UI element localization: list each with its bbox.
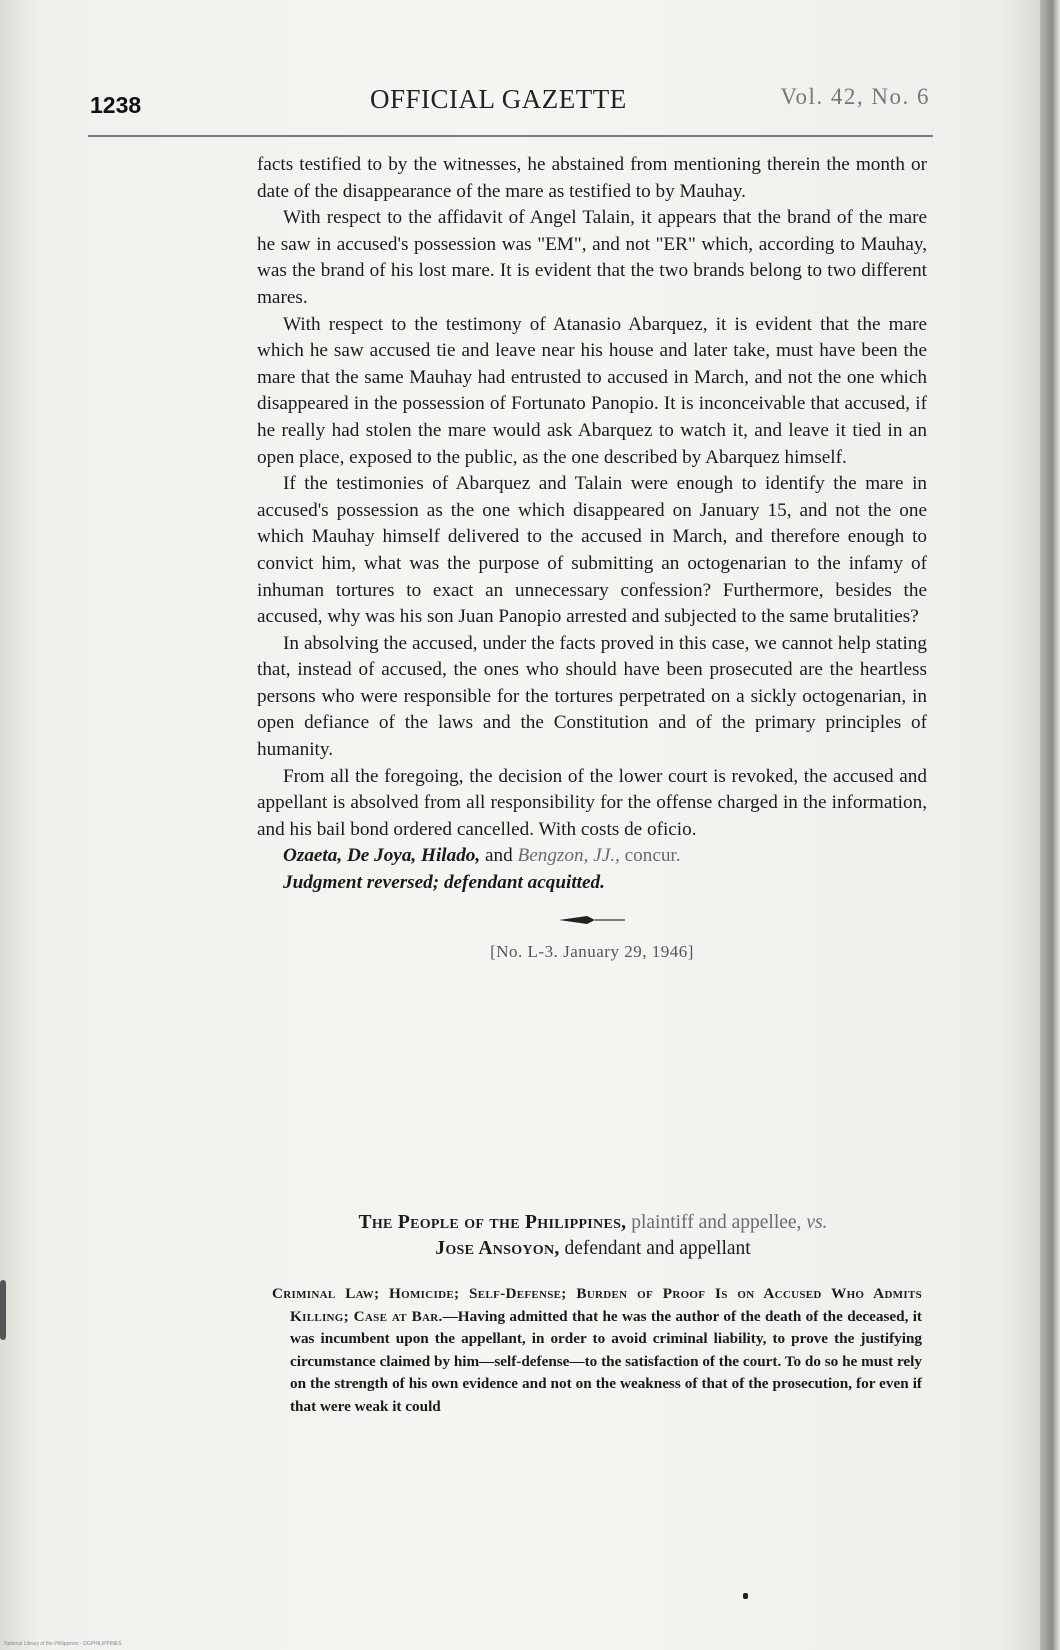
header-rule [88,135,933,137]
concurring-justices [257,843,927,870]
paragraph-disposition: From all the foregoing, the decision of the lower court is revoked, the accused and appellant is absolved from all responsibility for the offense charged in the information, and his bail bond ordered cancelled. With costs de oficio. [257,765,927,840]
opinion-body [257,152,927,979]
volume-number: Vol. 42, No. 6 [780,84,930,109]
judgment-text: Judgment reversed; defendant acquitted. [283,872,605,894]
paragraph-continuation: facts testified to by the witnesses, he abstained from mentioning therein the month or date of the disappearance of the mare as testified to by Mauhay. [257,154,927,202]
syllabus [272,1283,922,1419]
case-number: [No. L-3. January 29, 1946] [490,941,694,961]
print-speck [743,1593,748,1599]
concurring-last-name: Bengzon, JJ., [517,845,620,867]
paragraph-talain-affidavit: With respect to the affidavit of Angel Talain, it appears that the brand of the mare he saw in accused's possession was "EM", and not "ER" which, according to Mauhay, was the brand of his lost mare. It is evident that the two brands belong to two different mares. [257,207,927,308]
paragraph-identification: If the testimonies of Abarquez and Talain were enough to identify the mare in accused's possession as the one which disappeared on January 15, and not the one which Mauhay himself delivered to the accused in March, and therefore enough to convict him, what was the purpose of submitting an octogenarian to the infamy of inhuman tortures to exact an unnecessary confession? Furthermore, besides the accused, why was his son Juan Panopio arrested and subjected to the same brutalities? [257,473,927,628]
case-caption [258,1210,928,1262]
paragraph-absolution: In absolving the accused, under the facts proved in this case, we cannot help stating that, instead of accused, the ones who should have been prosecuted are the heartless persons who were responsible for the tortures perpetrated on a sickly octogenarian, in open defiance of the laws and the Constitution and of the primary principles of humanity. [257,632,927,761]
binding-mark [0,1280,6,1340]
section-divider-ornament [557,911,627,929]
syllabus-text: —Having admitted that he was the author of the death of the deceased, it was incumbent upon the appellant, in order to avoid criminal liability, to prove the justifying circumstance claimed by him—self-defense—to the satisfaction of the court. To do so he must rely on the strength of his own evidence and not on the weakness of that of the prosecution, for even if that were weak it could [290,1307,922,1415]
plaintiff-role: plaintiff and appellee, [631,1212,802,1233]
plaintiff-name: The People of the Philippines, [358,1212,627,1233]
concur-word: concur. [624,845,681,867]
scan-credit: National Library of the Philippines · OGPHILIPPINES [4,1641,122,1647]
judgment-line [257,870,927,897]
defendant-role: defendant and appellant [564,1238,751,1259]
syllabus-paragraph [272,1283,922,1419]
syllabus-heading: Criminal Law; Homicide; Self-Defense; Burden of Proof Is on Accused Who Admits Killing; Case at Bar. [272,1285,922,1325]
page-number: 1238 [90,92,142,118]
page-edge-shadow [1040,0,1060,1650]
page-header [90,80,930,120]
defendant-name: Jose Ansoyon, [435,1238,560,1259]
publication-title: OFFICIAL GAZETTE [370,84,627,114]
versus-label: vs. [806,1212,828,1233]
paragraph-abarquez-testimony: With respect to the testimony of Atanasio Abarquez, it is evident that the mare which he saw accused tie and leave near his house and later take, must have been the mare that the same Mauhay had entrusted to accused in March, and not the one which disappeared in the possession of Fortunato Panopio. It is inconceivable that accused, if he really had stolen the mare would ask Abarquez to watch it, and leave it tied in an open place, exposed to the public, as the one described by Abarquez himself. [257,313,927,468]
concurring-names: Ozaeta, De Joya, Hilado, [283,845,481,867]
concurring-and: and [484,845,513,867]
